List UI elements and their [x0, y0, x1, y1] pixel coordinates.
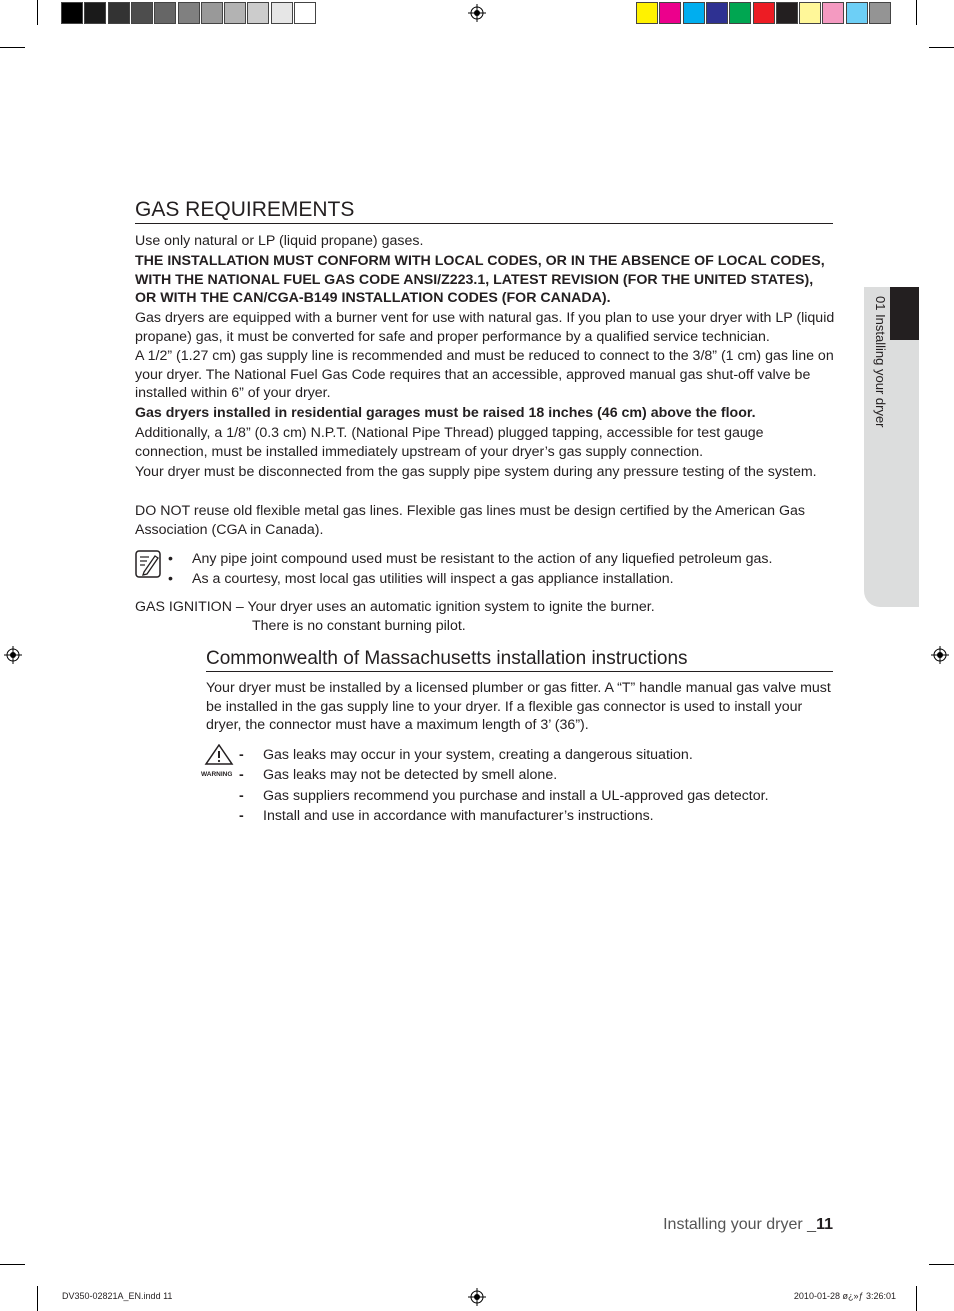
code-compliance-paragraph: THE INSTALLATION MUST CONFORM WITH LOCAL CODES, OR IN THE ABSENCE OF LOCAL CODES, WITH THE NATIONAL FUEL GAS CODE ANSI/Z223.1, LATEST REVISION (FOR THE UNITED STATES), OR WITH THE CAN/CGA-B149 INSTALLATION CODES (FOR CANADA). [135, 253, 825, 306]
paragraph: Your dryer must be disconnected from the gas supply pipe system during any pressure testing of the system. [135, 464, 817, 480]
gas-ignition-text-2: There is no constant burning pilot. [252, 618, 466, 634]
gas-ignition-label: GAS IGNITION [135, 599, 232, 615]
gray-swatch [84, 2, 106, 24]
warning-item: Gas suppliers recommend you purchase and install a UL-approved gas detector. [263, 788, 769, 804]
bullet-icon: • [168, 571, 173, 587]
note-icon [135, 550, 161, 578]
page-footer [663, 1216, 833, 1234]
paragraph-text: reuse old flexible metal gas lines. Flexible gas lines must be design certified by the American Gas Association (CGA in Canada). [135, 503, 806, 538]
warning-item: Gas leaks may occur in your system, creating a dangerous situation. [263, 747, 693, 763]
do-not-label: DO NOT [135, 503, 190, 519]
color-swatch [776, 2, 798, 24]
color-swatch [683, 2, 705, 24]
crop-mark [929, 47, 954, 48]
file-slug: DV350-02821A_EN.indd 11 [62, 1291, 173, 1301]
chapter-side-tab-label: 01 Installing your dryer [873, 296, 888, 428]
gas-ignition-text: – Your dryer uses an automatic ignition system to ignite the burner. [231, 599, 655, 615]
paragraph [135, 502, 835, 539]
garage-warning-paragraph: Gas dryers installed in residential garages must be raised 18 inches (46 cm) above the floor. [135, 405, 756, 421]
registration-mark-icon [468, 4, 486, 22]
color-swatch [846, 2, 868, 24]
color-swatch [822, 2, 844, 24]
warning-item: Gas leaks may not be detected by smell alone. [263, 767, 558, 783]
registration-mark-icon [4, 646, 22, 664]
color-swatch [869, 2, 891, 24]
dash-icon: - [239, 808, 244, 824]
gray-swatch [178, 2, 200, 24]
warning-item: Install and use in accordance with manufacturer’s instructions. [263, 808, 654, 824]
date-slug: 2010-01-28 ø¿»ƒ 3:26:01 [793, 1291, 896, 1301]
paragraph: A 1/2” (1.27 cm) gas supply line is recommended and must be reduced to connect to the 3/8” (1 cm) gas line on your dryer. The National Fuel Gas Code requires that an accessible, approved manual gas shut-off valve be installed within 6” of your dryer. [135, 348, 834, 401]
dash-icon: - [239, 767, 244, 783]
warning-label: WARNING [201, 771, 233, 778]
crop-mark [916, 1286, 917, 1311]
subsection-title: Commonwealth of Massachusetts installation instructions [206, 648, 833, 672]
crop-mark [929, 1264, 954, 1265]
paragraph: Gas dryers are equipped with a burner vent for use with natural gas. If you plan to use your dryer with LP (liquid propane) gas, it must be converted for safe and proper performance by a qualified service technician. [135, 310, 835, 345]
gray-swatch [294, 2, 316, 24]
gray-swatch [224, 2, 246, 24]
color-swatch [636, 2, 658, 24]
registration-mark-icon [468, 1288, 486, 1306]
registration-mark-icon [931, 646, 949, 664]
crop-mark [0, 47, 25, 48]
dash-icon: - [239, 788, 244, 804]
note-item: Any pipe joint compound used must be resistant to the action of any liquefied petroleum gas. [192, 551, 773, 567]
crop-mark [0, 1264, 25, 1265]
chapter-side-tab-marker [890, 287, 919, 340]
gray-swatch [154, 2, 176, 24]
gray-swatch [201, 2, 223, 24]
gray-swatch [247, 2, 269, 24]
color-swatch [706, 2, 728, 24]
crop-mark [37, 0, 38, 25]
footer-text: Installing your dryer _ [663, 1216, 817, 1233]
gray-swatch [108, 2, 130, 24]
gray-swatch [271, 2, 293, 24]
gas-ignition-line [135, 598, 835, 617]
paragraph: Additionally, a 1/8” (0.3 cm) N.P.T. (National Pipe Thread) plugged tapping, accessible for test gauge connection, must be installed immediately upstream of your dryer’s gas supply connection. [135, 425, 764, 460]
warning-icon [203, 744, 235, 770]
bullet-icon: • [168, 551, 173, 567]
note-item: As a courtesy, most local gas utilities will inspect a gas appliance installation. [192, 571, 674, 587]
subsection-paragraph: Your dryer must be installed by a licensed plumber or gas fitter. A “T” handle manual gas valve must be installed in the gas supply line to your dryer. If a flexible gas connector is used to install your dryer, the connector must have a maximum length of 3’ (36”). [206, 680, 831, 733]
gray-swatch [61, 2, 83, 24]
section-title: GAS REQUIREMENTS [135, 198, 833, 224]
page-number: 11 [816, 1216, 833, 1233]
crop-mark [37, 1286, 38, 1311]
paragraph: Use only natural or LP (liquid propane) gases. [135, 233, 424, 249]
color-swatch [659, 2, 681, 24]
dash-icon: - [239, 747, 244, 763]
color-swatch [799, 2, 821, 24]
gray-swatch [131, 2, 153, 24]
crop-mark [916, 0, 917, 25]
color-swatch [729, 2, 751, 24]
color-swatch [753, 2, 775, 24]
